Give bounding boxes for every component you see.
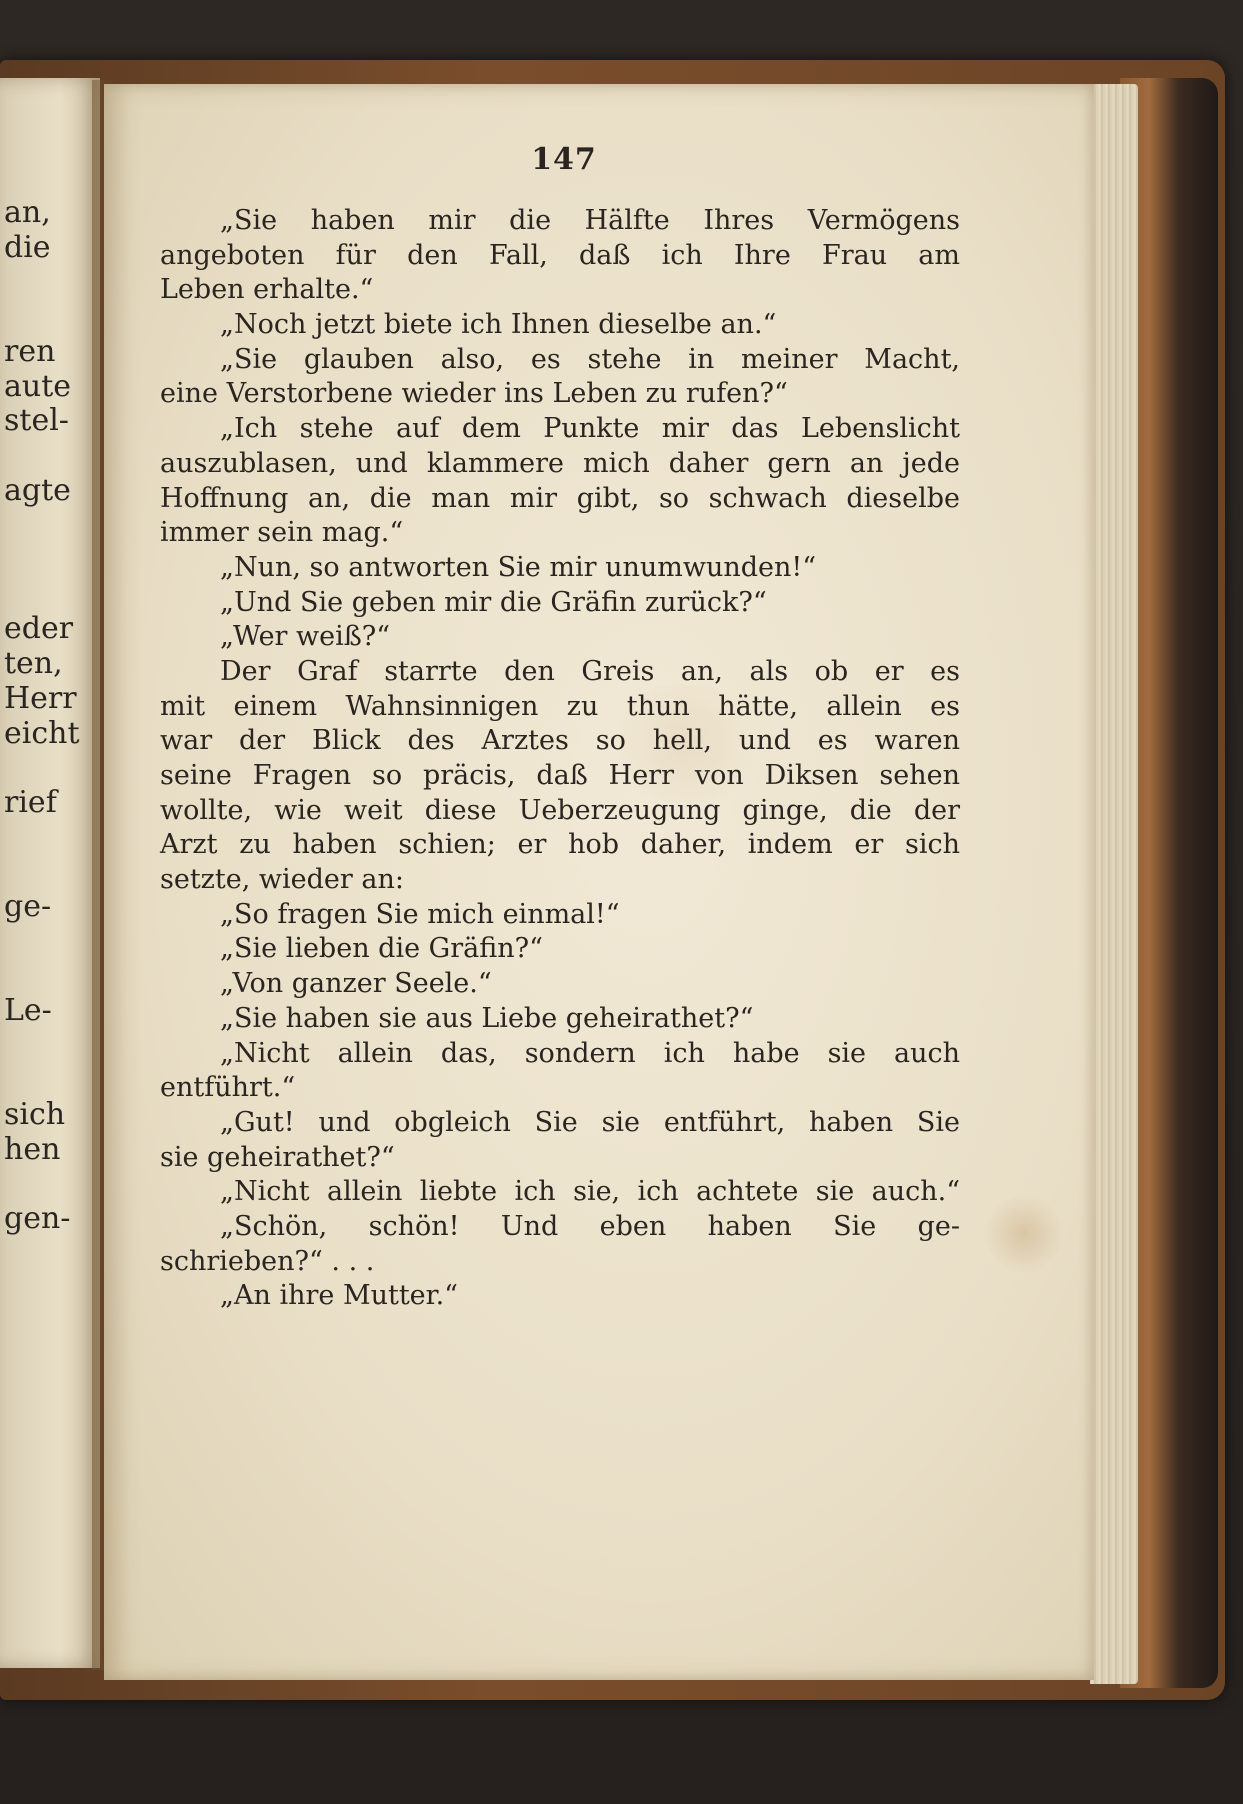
text-line: setzte, wieder an:	[160, 864, 404, 896]
text-line: „Nicht allein liebte ich sie, ich achtete sie auch.“	[220, 1176, 960, 1208]
text-line: „Sie haben sie aus Liebe geheirathet?“	[220, 1002, 754, 1034]
left-page	[0, 78, 100, 1668]
left-page-fragment: sich	[4, 1097, 66, 1133]
page-number: 147	[531, 142, 597, 177]
text-line: „So fragen Sie mich einmal!“	[220, 898, 620, 930]
text-line: „Wer weiß?“	[220, 621, 391, 653]
text-line: „Gut! und obgleich Sie sie entführt, haben Sie	[220, 1106, 960, 1138]
text-line: mit einem Wahnsinnigen zu thun hätte, allein es	[160, 690, 960, 722]
text-line: wollte, wie weit diese Ueberzeugung ginge, die der	[160, 794, 960, 826]
left-page-fragment: Le-	[4, 993, 52, 1029]
left-page-fragment: eder	[4, 611, 74, 647]
left-page-fragment: stel-	[4, 403, 69, 439]
text-line: „Sie lieben die Gräfin?“	[220, 933, 543, 965]
left-page-fragment: gen-	[4, 1201, 71, 1237]
left-page-fragment: die	[4, 229, 51, 265]
text-line: „Noch jetzt biete ich Ihnen dieselbe an.“	[220, 309, 777, 341]
left-page-fragment: an,	[4, 195, 51, 230]
text-line: „Schön, schön! Und eben haben Sie ge-	[220, 1210, 960, 1242]
left-page-fragment: ten,	[4, 646, 63, 682]
text-line: war der Blick des Arztes so hell, und es waren	[160, 725, 960, 757]
text-line: Arzt zu haben schien; er hob daher, indem er sich	[160, 829, 960, 861]
text-line: „Nicht allein das, sondern ich habe sie auch	[220, 1037, 960, 1069]
text-line: eine Verstorbene wieder ins Leben zu rufen?“	[160, 378, 788, 410]
text-line: „Nun, so antworten Sie mir unumwunden!“	[220, 551, 817, 583]
text-line: immer sein mag.“	[160, 517, 404, 549]
stain-spot	[984, 1194, 1064, 1274]
left-page-fragment: eicht	[4, 715, 80, 751]
text-line: Der Graf starrte den Greis an, als ob er es	[220, 655, 960, 687]
page-text	[160, 204, 960, 1314]
left-page-fragment: aute	[4, 368, 72, 404]
left-page-fragment: agte	[4, 472, 71, 508]
page-stack	[1090, 84, 1138, 1684]
text-line: seine Fragen so präcis, daß Herr von Diksen sehen	[160, 760, 960, 791]
left-page-fragment: rief	[4, 784, 57, 820]
left-page-fragment: ren	[4, 333, 56, 369]
text-line: „Und Sie geben mir die Gräfin zurück?“	[220, 586, 767, 618]
text-line: „Sie haben mir die Hälfte Ihres Vermögens	[220, 205, 960, 236]
text-line: sie geheirathet?“	[160, 1141, 395, 1173]
left-page-fragment: ge-	[4, 889, 52, 924]
text-line: Leben erhalte.“	[160, 274, 374, 306]
text-line: angeboten für den Fall, daß ich Ihre Frau am	[160, 239, 960, 271]
right-page	[104, 84, 1094, 1680]
text-line: „Von ganzer Seele.“	[220, 968, 492, 1000]
text-line: entführt.“	[160, 1072, 296, 1104]
text-line: schrieben?“ . . .	[160, 1245, 375, 1277]
text-line: auszublasen, und klammere mich daher gern an jede	[160, 447, 960, 479]
text-line: „Ich stehe auf dem Punkte mir das Lebenslicht	[220, 413, 960, 445]
text-line: „Sie glauben also, es stehe in meiner Macht,	[220, 343, 960, 375]
text-line: „An ihre Mutter.“	[220, 1280, 458, 1312]
left-page-fragment: Herr	[4, 680, 77, 716]
left-page-fragment: hen	[4, 1131, 61, 1167]
text-line: Hoffnung an, die man mir gibt, so schwach dieselbe	[160, 482, 960, 514]
